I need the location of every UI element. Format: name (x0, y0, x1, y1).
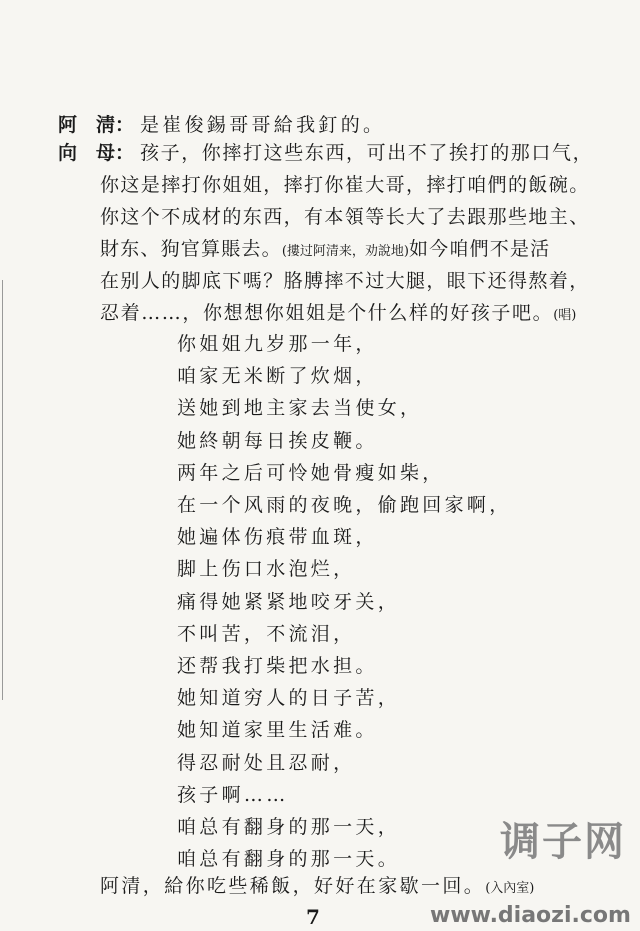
page-number: 7 (306, 905, 320, 929)
watermark-url: www.diaozi.com (430, 903, 631, 928)
song-line: 咱总有翻身的那一天， (177, 816, 401, 838)
stage-direction: (入內室) (485, 881, 535, 896)
dialogue-line: 孩子，你摔打这些东西，可出不了挨打的那口气， (140, 142, 594, 164)
scan-edge (2, 280, 3, 700)
dialogue-line: 是崔俊錫哥哥給我釘的。 (140, 114, 386, 136)
song-line: 她知道穷人的日子苦， (177, 687, 401, 710)
dialogue-line (100, 237, 550, 264)
song-line: 咱家无米断了炊烟， (177, 365, 378, 388)
song-line: 咱总有翻身的那一天。 (177, 848, 401, 871)
song-line: 她終朝每日挨皮鞭。 (177, 429, 378, 452)
stage-direction: (唱) (553, 308, 577, 323)
song-line: 她遍体伤痕带血斑， (177, 526, 378, 549)
song-line: 送她到地主家去当使女， (177, 397, 423, 420)
dialogue-text: 如今咱們不是活 (408, 238, 551, 260)
dialogue-line: 你这个不成材的东西，有本領等长大了去跟那些地主、 (100, 206, 590, 228)
closing-line (100, 874, 534, 901)
dialogue-text: 財东、狗官算賬去。 (100, 238, 282, 260)
speaker-aqing: 阿 淸： (58, 114, 135, 136)
dialogue-line: 在别人的脚底下嗎？胳膊摔不过大腿，眼下还得熬着， (100, 270, 590, 292)
stage-direction: (摟过阿清来，劝說地) (281, 244, 409, 259)
speaker-mother: 向 母： (58, 142, 135, 164)
watermark-title: 调子网 (500, 819, 626, 865)
dialogue-text: 阿清，給你吃些稀飯，好好在家歇一回。 (100, 875, 486, 897)
song-line: 脚上伤口水泡烂， (177, 558, 356, 581)
song-line: 在一个风雨的夜晚，偷跑回家啊， (177, 494, 512, 516)
dialogue-text: 忍着……，你想想你姐姐是个什么样的好孩子吧。 (100, 302, 554, 324)
song-line: 她知道家里生活难。 (177, 719, 378, 742)
song-line: 还帮我打柴把水担。 (177, 655, 378, 677)
song-line: 得忍耐处且忍耐， (177, 751, 356, 774)
dialogue-line: 你这是摔打你姐姐，摔打你崔大哥，摔打咱們的飯碗。 (100, 174, 590, 196)
song-line: 痛得她紧紧地咬牙关， (177, 590, 401, 613)
dialogue-line (100, 301, 576, 328)
song-line: 两年之后可怜她骨瘦如柴， (177, 461, 445, 484)
song-line: 孩子啊…… (177, 783, 289, 806)
song-line: 你姐姐九岁那一年， (177, 333, 378, 355)
song-line: 不叫苦，不流泪， (177, 622, 356, 645)
